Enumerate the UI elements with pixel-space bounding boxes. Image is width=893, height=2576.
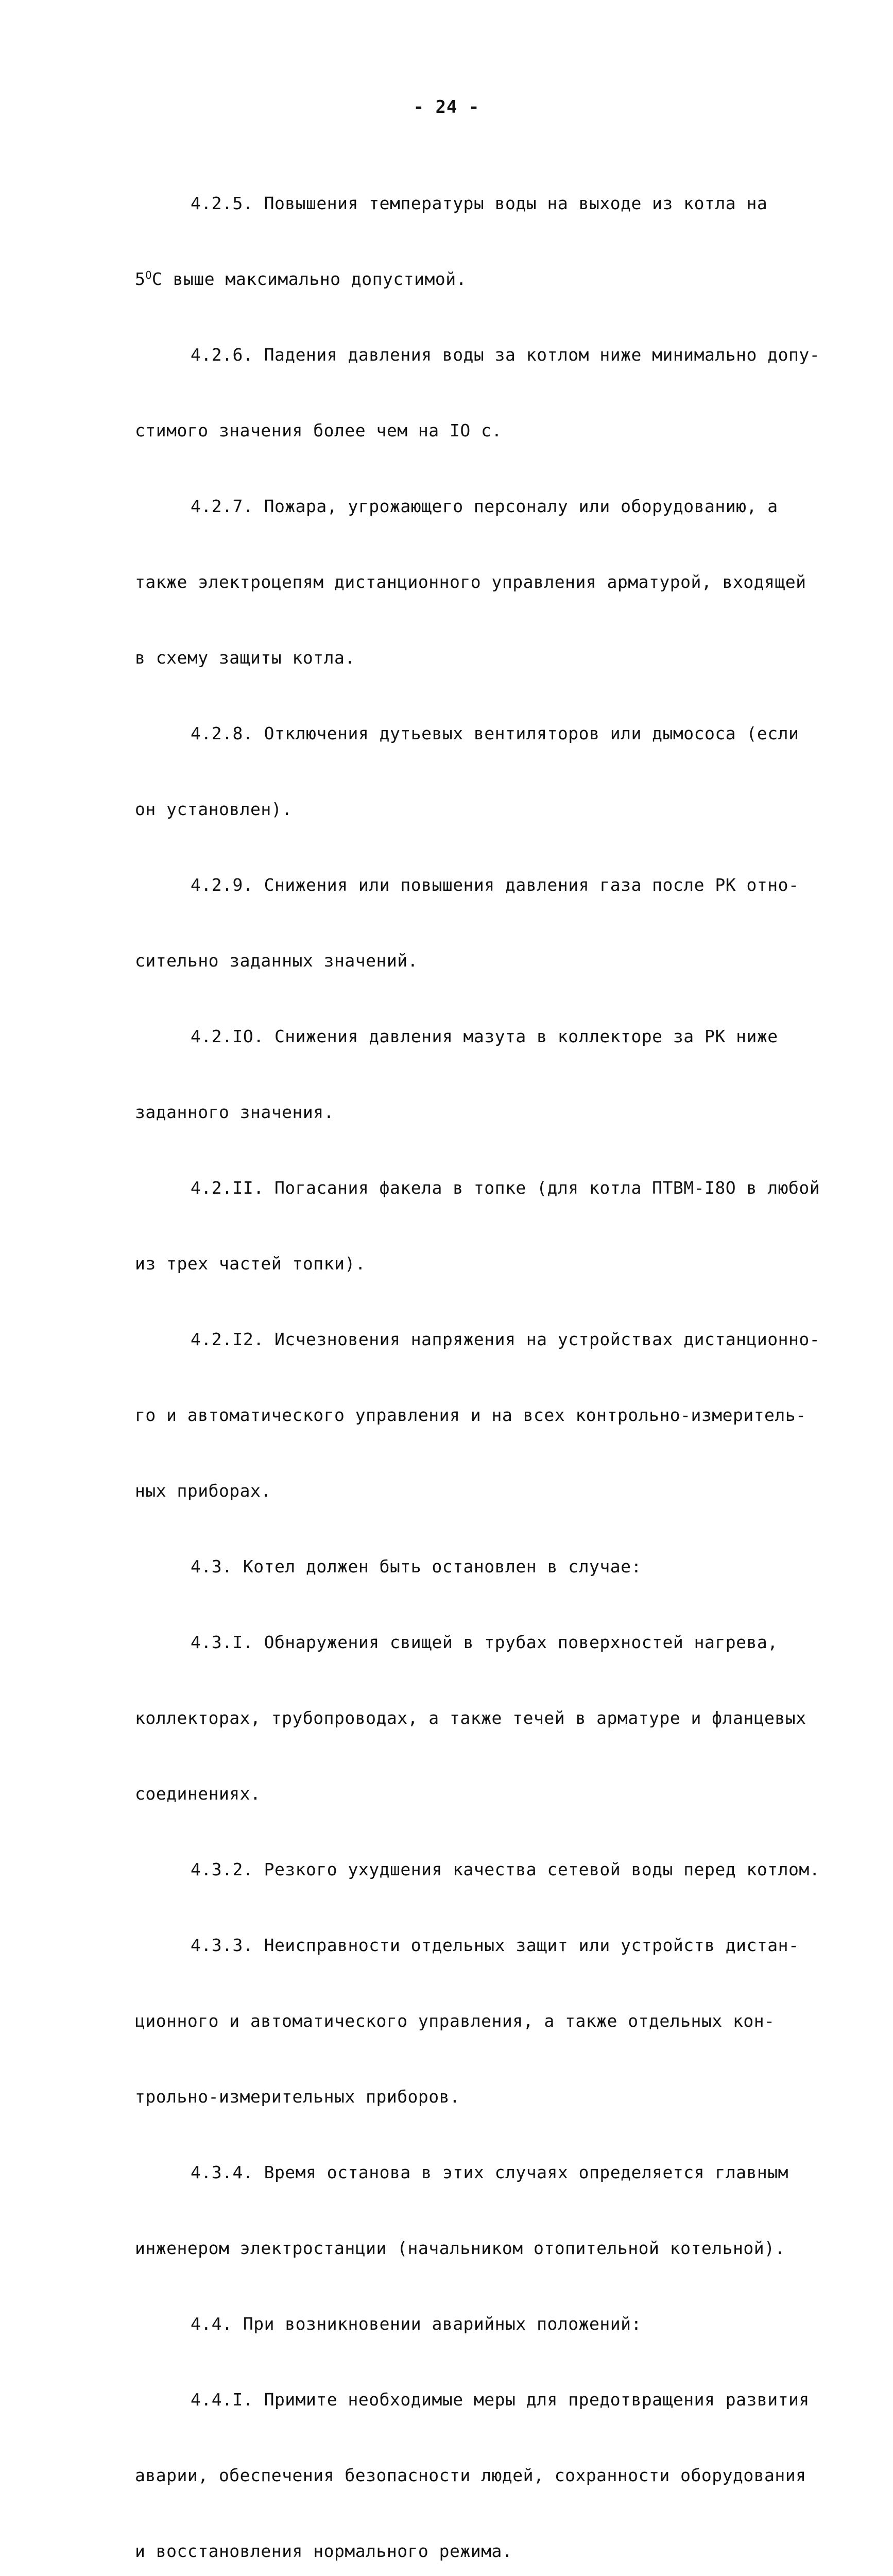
degree-symbol: O (145, 269, 152, 281)
paragraph-line: он установлен). (135, 799, 293, 819)
paragraph-line: 4.3.4. Время останова в этих случаях определяется главным (191, 2162, 788, 2182)
paragraph-line: соединениях. (135, 1784, 261, 1804)
paragraph-line: го и автоматического управления и на всех контрольно-измеритель- (135, 1405, 806, 1425)
paragraph-line: 4.2.II. Погасания факела в топке (для котла ПТВМ-I8O в любой (191, 1178, 820, 1198)
document-body (135, 140, 820, 2576)
paragraph-line: 4.2.9. Снижения или повышения давления газа после РК отно- (191, 875, 799, 895)
paragraph-line: 4.2.6. Падения давления воды за котлом ниже минимально допу- (191, 345, 820, 365)
paragraph-line: 4.3.I. Обнаружения свищей в трубах поверхностей нагрева, (191, 1632, 778, 1652)
paragraph-line: коллекторах, трубопроводах, а также течей в арматуре и фланцевых (135, 1708, 806, 1728)
paragraph-line: 4.3.3. Неисправности отдельных защит или устройств дистан- (191, 1935, 799, 1955)
paragraph-line: стимого значения более чем на IO с. (135, 420, 502, 440)
paragraph-line: 4.3.2. Резкого ухудшения качества сетевой воды перед котлом. (191, 1859, 820, 1879)
paragraph-line: 4.2.IO. Снижения давления мазута в коллекторе за РК ниже (191, 1026, 778, 1046)
paragraph-line: и восстановления нормального режима. (135, 2541, 513, 2561)
paragraph-line: из трех частей топки). (135, 1253, 366, 1274)
paragraph-line: трольно-измерительных приборов. (135, 2087, 460, 2107)
paragraph-line: 4.2.7. Пожара, угрожающего персоналу или оборудованию, а (191, 496, 778, 516)
paragraph-line: заданного значения. (135, 1102, 334, 1122)
paragraph-line: ционного и автоматического управления, а также отдельных кон- (135, 2011, 775, 2031)
paragraph-line: 4.2.8. Отключения дутьевых вентиляторов или дымососа (если (191, 723, 799, 743)
paragraph-line: инженером электростанции (начальником отопительной котельной). (135, 2238, 785, 2258)
temperature-value: 5 (135, 269, 146, 289)
paragraph-line: 4.2.5. Повышения температуры воды на выходе из котла на (191, 193, 768, 213)
paragraph-line: также электроцепям дистанционного управления арматурой, входящей (135, 572, 806, 592)
paragraph-line: в схему защиты котла. (135, 648, 355, 668)
paragraph-line: 4.4.I. Примите необходимые меры для предотвращения развития (191, 2389, 810, 2410)
paragraph-line: 4.2.I2. Исчезновения напряжения на устройствах дистанционно- (191, 1329, 820, 1349)
paragraph-line: ных приборах. (135, 1481, 271, 1501)
paragraph-line-temperature (135, 266, 804, 292)
page-number: - 24 - (413, 97, 480, 117)
paragraph-line: сительно заданных значений. (135, 951, 418, 971)
paragraph-line: 4.3. Котел должен быть остановлен в случае: (191, 1556, 642, 1577)
paragraph-line: 4.4. При возникновении аварийных положений: (191, 2314, 642, 2334)
paragraph-line: аварии, обеспечения безопасности людей, сохранности оборудования (135, 2465, 806, 2485)
paragraph-line-tail: C выше максимально допустимой. (151, 269, 467, 289)
